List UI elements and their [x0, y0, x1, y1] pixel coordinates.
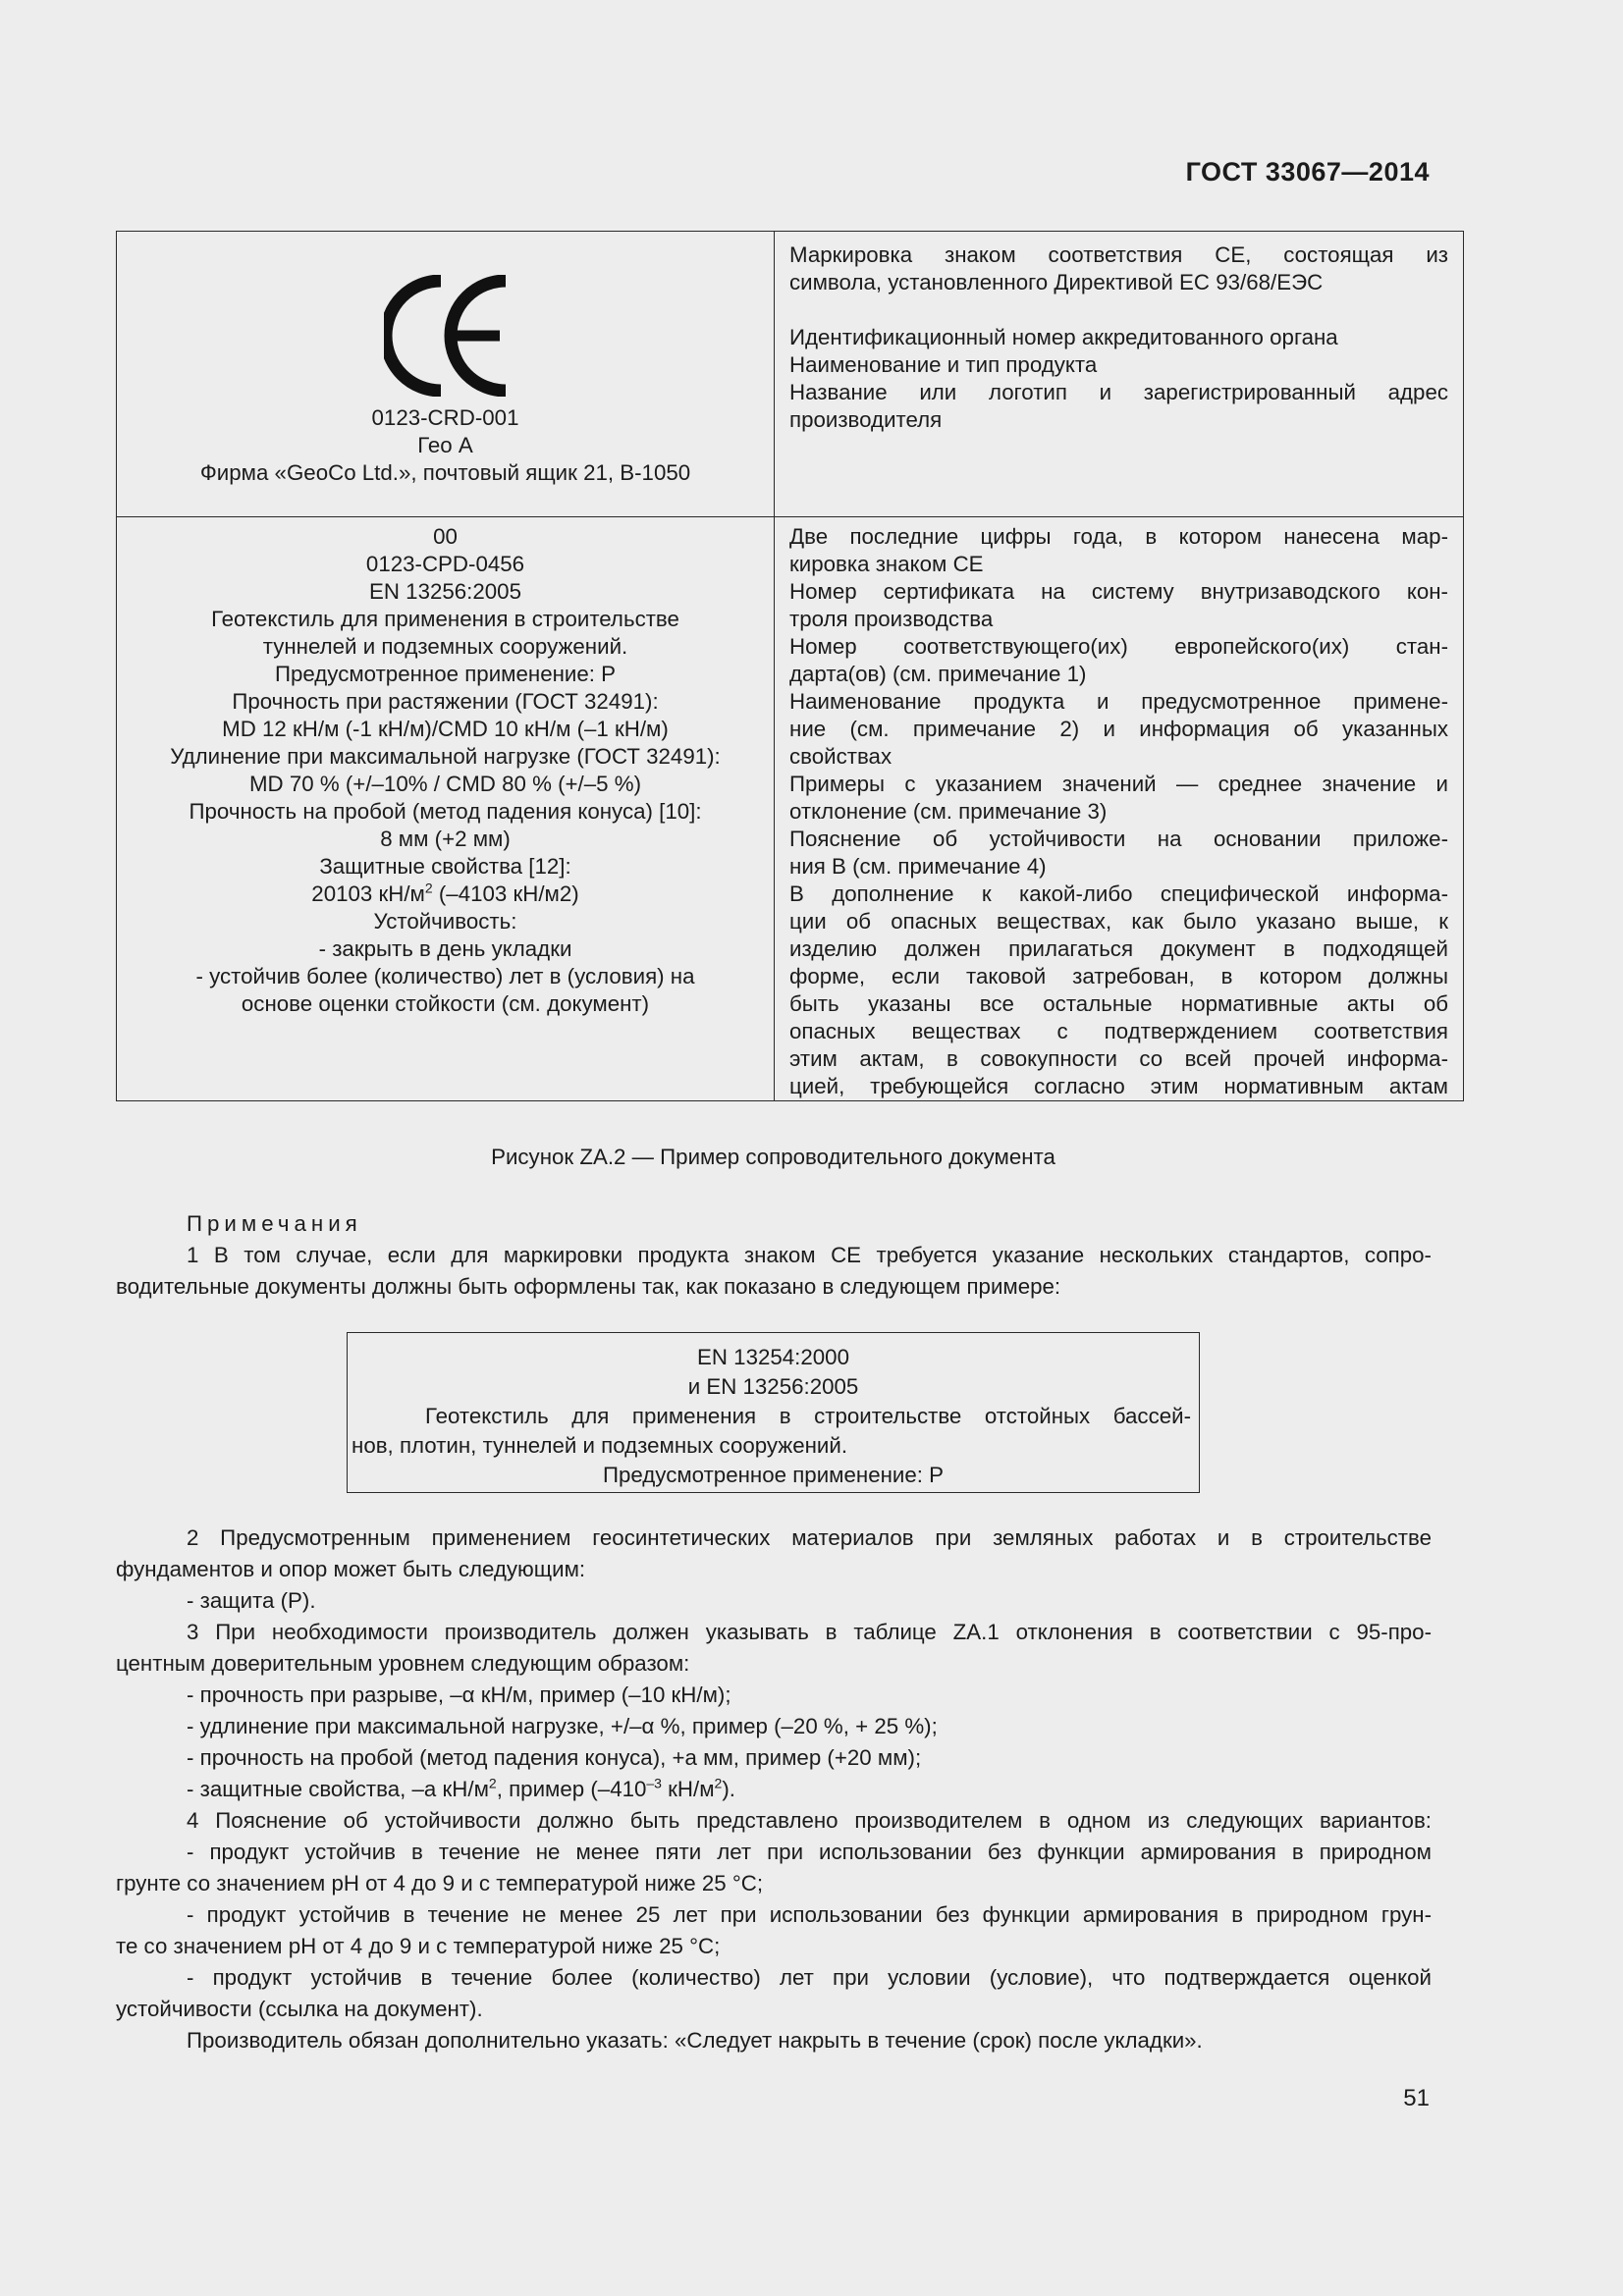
note-4-line: Производитель обязан дополнительно указать: «Следует накрыть в течение (срок) после укладки».	[187, 2028, 1203, 2053]
intended-use: Предусмотренное применение: Р	[274, 662, 617, 686]
property-label: Защитные свойства [12]:	[319, 854, 571, 879]
property-value: MD 70 % (+/–10% / CMD 80 % (+/–5 %)	[248, 772, 641, 796]
note-1-line: водительные документы должны быть оформлены так, как показано в следующем примере:	[116, 1274, 1061, 1299]
explanation-line: ние (см. примечание 2) и информация об указанных	[789, 717, 1448, 741]
explanation-line: форме, если таковой затребован, в котором должны	[789, 964, 1448, 988]
ce-marking-cell	[117, 232, 775, 517]
property-label: Прочность при растяжении (ГОСТ 32491):	[232, 689, 659, 714]
explanation-line: Номер сертификата на систему внутризаводского кон-	[789, 579, 1448, 604]
explanation-line: ния В (см. примечание 4)	[789, 854, 1047, 879]
page-number: 51	[1403, 2085, 1430, 2111]
explanation-line: Название или логотип и зарегистрированный адрес	[789, 380, 1448, 404]
durability-item: основе оценки стойкости (см. документ)	[241, 991, 650, 1016]
note-4-line: - продукт устойчив в течение более (количество) лет при условии (условие), что подтверждается оценкой	[187, 1965, 1432, 1990]
property-value: 8 мм (+2 мм)	[380, 827, 511, 851]
note-3-line: - прочность при разрыве, –α кН/м, пример (–10 кН/м);	[187, 1682, 731, 1707]
notified-body-id: 0123-CRD-001	[371, 405, 519, 430]
explanation-line: Наименование и тип продукта	[789, 352, 1098, 377]
durability-item: - закрыть в день укладки	[318, 936, 572, 961]
durability-item: - устойчив более (количество) лет в (условия) на	[195, 964, 695, 988]
note-4-line: - продукт устойчив в течение не менее 25 лет при использовании без функции армирования в природном грун-	[187, 1902, 1432, 1927]
note-3-line: - удлинение при максимальной нагрузке, +/–α %, пример (–20 %, + 25 %);	[187, 1714, 938, 1738]
explanation-line: свойствах	[789, 744, 893, 769]
explanation-line: Маркировка знаком соответствия СЕ, состоящая из	[789, 242, 1448, 267]
product-name: Гео А	[417, 433, 473, 457]
note-4-line: те со значением рН от 4 до 9 и с температурой ниже 25 °С;	[116, 1934, 721, 1958]
example-line: и EN 13256:2005	[687, 1374, 859, 1399]
explanation-line: Номер соответствующего(их) европейского(их) стан-	[789, 634, 1448, 659]
property-label: Устойчивость:	[373, 909, 517, 934]
product-data-explanation-cell	[775, 517, 1464, 1101]
explanation-line: кировка знаком СЕ	[789, 552, 984, 576]
property-value: MD 12 кН/м (-1 кН/м)/CMD 10 кН/м (–1 кН/м)	[222, 717, 669, 741]
note-2-line: 2 Предусмотренным применением геосинтетических материалов при земляных работах и в строительстве	[187, 1525, 1432, 1550]
explanation-line: опасных веществах с подтверждением соответствия	[789, 1019, 1448, 1043]
explanation-line: символа, установленного Директивой ЕС 93/68/ЕЭС	[789, 270, 1324, 294]
protective-value: 20103 $кН/м^2$ (–4103 кН/м2)	[311, 880, 579, 906]
note-2-line: фундаментов и опор может быть следующим:	[116, 1557, 586, 1581]
notes-continued	[116, 1522, 1432, 2056]
explanation-line: дарта(ов) (см. примечание 1)	[789, 662, 1087, 686]
explanation-line: В дополнение к какой-либо специфической информа-	[789, 881, 1448, 906]
explanation-line: производителя	[789, 407, 943, 432]
note-2-line: - защита (Р).	[187, 1588, 316, 1613]
note-4-line: грунте со значением рН от 4 до 9 и с температурой ниже 25 °С;	[116, 1871, 764, 1896]
explanation-line: цией, требующейся согласно этим нормативным актам	[789, 1074, 1448, 1098]
explanation-line: троля производства	[789, 607, 994, 631]
note-4-line: - продукт устойчив в течение не менее пяти лет при использовании без функции армирования в природном	[187, 1840, 1432, 1864]
product-data-cell	[117, 517, 775, 1101]
note-4-line: 4 Пояснение об устойчивости должно быть представлено производителем в одном из следующих вариантов:	[187, 1808, 1432, 1833]
ce-logo-icon	[384, 275, 510, 397]
explanation-line: ции об опасных веществах, как было указано выше, к	[789, 909, 1448, 934]
notes-section	[116, 1208, 1432, 1303]
explanation-line: быть указаны все остальные нормативные акты об	[789, 991, 1448, 1016]
certificate-number: 0123-CPD-0456	[365, 552, 525, 576]
explanation-line: отклонение (см. примечание 3)	[789, 799, 1108, 824]
explanation-line: Идентификационный номер аккредитованного органа	[789, 325, 1338, 349]
example-line: нов, плотин, туннелей и подземных сооружений.	[352, 1433, 848, 1458]
notes-title: Примечания	[187, 1211, 362, 1236]
manufacturer-address: Фирма «GeoCo Ltd.», почтовый ящик 21, В-1050	[199, 460, 691, 485]
note-1-line: 1 В том случае, если для маркировки продукта знаком СЕ требуется указание нескольких стандартов, сопро-	[187, 1243, 1432, 1267]
standard-number: EN 13256:2005	[369, 579, 521, 604]
note-3-line: центным доверительным уровнем следующим образом:	[116, 1651, 690, 1676]
standard-header: ГОСТ 33067—2014	[1185, 157, 1430, 187]
property-label: Прочность на пробой (метод падения конуса) [10]:	[189, 799, 702, 824]
product-description: туннелей и подземных сооружений.	[262, 634, 628, 659]
note-4-line: устойчивости (ссылка на документ).	[116, 1997, 483, 2021]
explanation-line: этим актам, в совокупности со всей прочей информа-	[789, 1046, 1448, 1071]
example-line: Предусмотренное применение: Р	[602, 1463, 945, 1487]
explanation-line: Две последние цифры года, в котором нанесена мар-	[789, 524, 1448, 549]
figure-table	[116, 231, 1464, 1101]
figure-caption: Рисунок ZA.2 — Пример сопроводительного документа	[491, 1145, 1055, 1169]
example-line: Геотекстиль для применения в строительстве отстойных бассей-	[425, 1404, 1191, 1428]
explanation-line: Пояснение об устойчивости на основании приложе-	[789, 827, 1448, 851]
explanation-line: Примеры с указанием значений — среднее значение и	[789, 772, 1448, 796]
example-line: EN 13254:2000	[697, 1345, 849, 1369]
ce-marking-text	[117, 404, 774, 487]
example-box	[347, 1332, 1200, 1493]
note-3-line: - защитные свойства, –а $кН/м^2$, пример ($-410^{-3}$ $кН/м^2$).	[187, 1775, 735, 1801]
property-label: Удлинение при максимальной нагрузке (ГОСТ 32491):	[170, 744, 721, 769]
explanation-line: Наименование продукта и предусмотренное примене-	[789, 689, 1448, 714]
note-3-line: - прочность на пробой (метод падения конуса), +а мм, пример (+20 мм);	[187, 1745, 922, 1770]
note-3-line: 3 При необходимости производитель должен указывать в таблице ZA.1 отклонения в соответствии с 95-про-	[187, 1620, 1432, 1644]
explanation-line: изделию должен прилагаться документ в подходящей	[789, 936, 1448, 961]
product-description: Геотекстиль для применения в строительстве	[211, 607, 679, 631]
ce-explanation-cell	[775, 232, 1464, 517]
year-digits: 00	[433, 524, 458, 549]
